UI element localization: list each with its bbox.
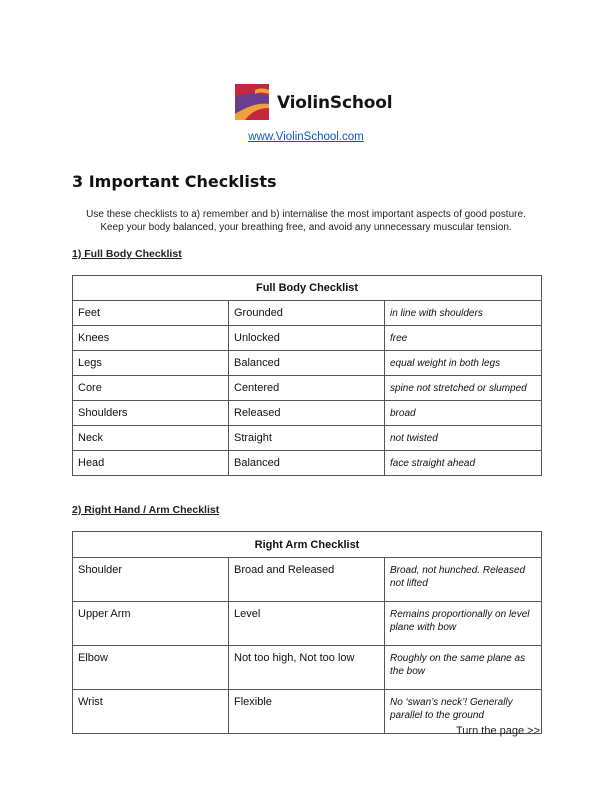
- body-part-cell: Knees: [73, 326, 229, 351]
- body-part-cell: Elbow: [73, 646, 229, 690]
- intro-line: Keep your body balanced, your breathing free, and avoid any unnecessary muscular tension.: [100, 222, 512, 233]
- table-row: [73, 301, 542, 326]
- table-title: Right Arm Checklist: [73, 532, 542, 558]
- website-link[interactable]: www.ViolinSchool.com: [248, 131, 364, 143]
- turn-page-text: Turn the page >>: [456, 725, 540, 737]
- body-part-cell: Wrist: [73, 690, 229, 734]
- intro-text: [0, 208, 612, 234]
- note-cell: Broad, not hunched. Released not lifted: [385, 558, 542, 602]
- body-part-cell: Core: [73, 376, 229, 401]
- body-part-cell: Neck: [73, 426, 229, 451]
- body-part-cell: Feet: [73, 301, 229, 326]
- full-body-checklist-table: [72, 275, 542, 476]
- table-row: [73, 646, 542, 690]
- state-cell: Unlocked: [229, 326, 385, 351]
- note-cell: Roughly on the same plane as the bow: [385, 646, 542, 690]
- state-cell: Balanced: [229, 351, 385, 376]
- note-cell: broad: [385, 401, 542, 426]
- intro-line: Use these checklists to a) remember and b) internalise the most important aspects of good posture.: [86, 209, 526, 220]
- table-header-row: [73, 532, 542, 558]
- state-cell: Straight: [229, 426, 385, 451]
- table-row: [73, 426, 542, 451]
- body-part-cell: Upper Arm: [73, 602, 229, 646]
- violinschool-logo-icon: [235, 84, 269, 120]
- state-cell: Level: [229, 602, 385, 646]
- right-arm-checklist-table: [72, 531, 542, 734]
- table-row: [73, 401, 542, 426]
- body-part-cell: Shoulder: [73, 558, 229, 602]
- note-cell: face straight ahead: [385, 451, 542, 476]
- section-heading-full-body: 1) Full Body Checklist: [72, 248, 182, 260]
- note-cell: spine not stretched or slumped: [385, 376, 542, 401]
- note-cell: Remains proportionally on level plane with bow: [385, 602, 542, 646]
- state-cell: Grounded: [229, 301, 385, 326]
- section-heading-right-arm: 2) Right Hand / Arm Checklist: [72, 504, 220, 516]
- note-cell: in line with shoulders: [385, 301, 542, 326]
- table-row: [73, 602, 542, 646]
- table-row: [73, 376, 542, 401]
- state-cell: Released: [229, 401, 385, 426]
- state-cell: Centered: [229, 376, 385, 401]
- page-title: 3 Important Checklists: [72, 172, 277, 191]
- table-row: [73, 326, 542, 351]
- table-title: Full Body Checklist: [73, 276, 542, 301]
- state-cell: Not too high, Not too low: [229, 646, 385, 690]
- state-cell: Broad and Released: [229, 558, 385, 602]
- brand-name: ViolinSchool: [277, 93, 393, 113]
- note-cell: not twisted: [385, 426, 542, 451]
- table-row: [73, 451, 542, 476]
- state-cell: Flexible: [229, 690, 385, 734]
- page-header: [0, 84, 612, 132]
- body-part-cell: Legs: [73, 351, 229, 376]
- note-cell: No ‘swan’s neck’! Generally parallel to the ground: [385, 690, 542, 734]
- body-part-cell: Head: [73, 451, 229, 476]
- table-row: [73, 351, 542, 376]
- note-cell: free: [385, 326, 542, 351]
- table-row: [73, 558, 542, 602]
- note-cell: equal weight in both legs: [385, 351, 542, 376]
- table-header-row: [73, 276, 542, 301]
- body-part-cell: Shoulders: [73, 401, 229, 426]
- state-cell: Balanced: [229, 451, 385, 476]
